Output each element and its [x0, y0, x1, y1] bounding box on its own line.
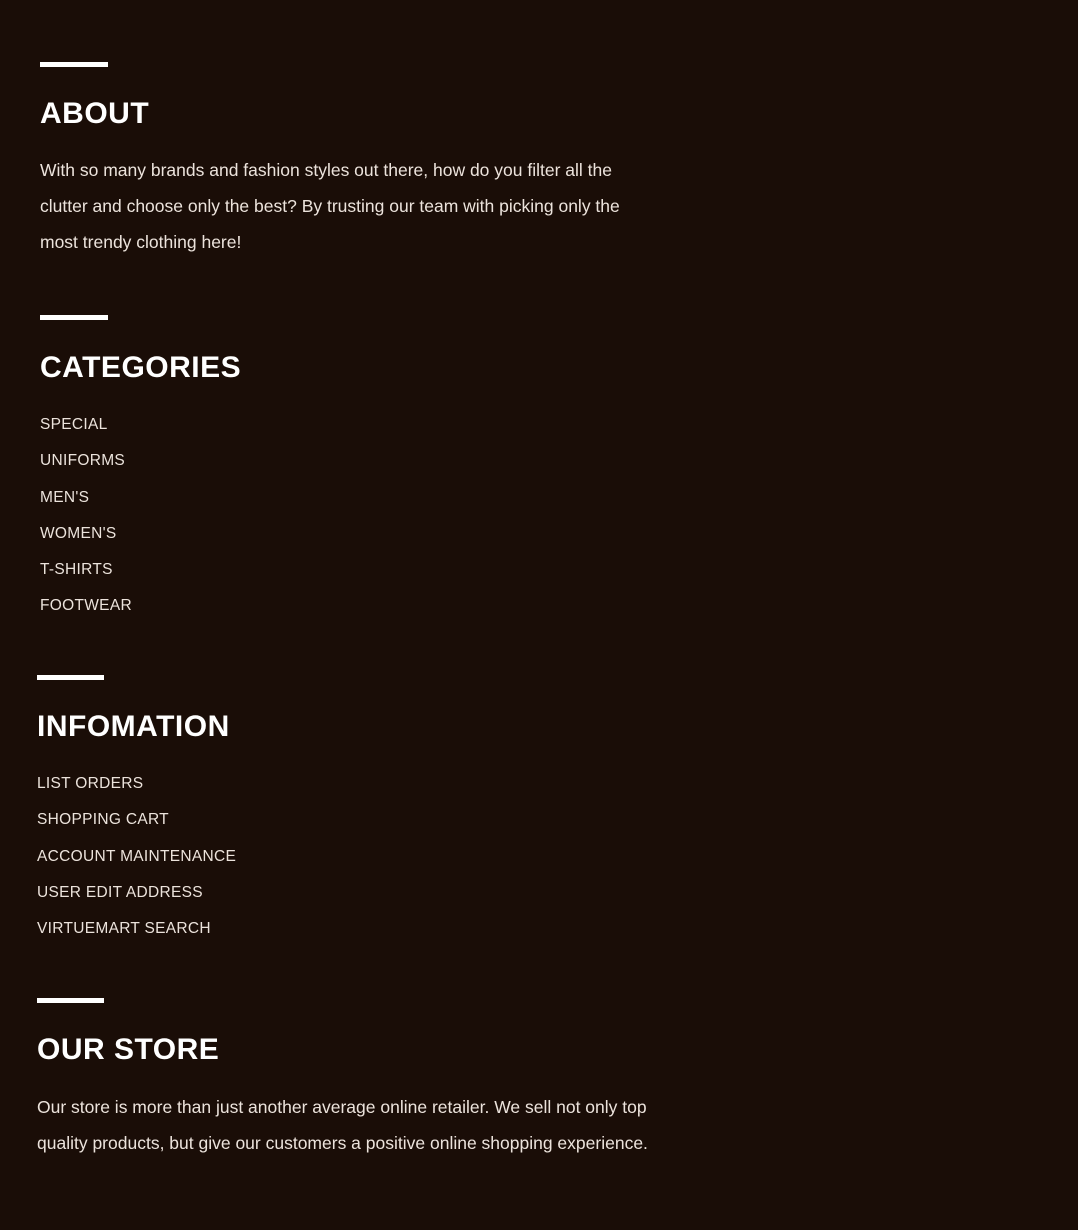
list-item: [40, 588, 660, 624]
list-item: [37, 766, 657, 802]
list-item: [40, 552, 660, 588]
section-divider-rule: [37, 998, 104, 1003]
about-heading: ABOUT: [40, 97, 150, 130]
information-link-list: [37, 766, 657, 947]
list-item: [40, 443, 660, 479]
category-link-special[interactable]: SPECIAL: [40, 416, 108, 433]
categories-heading: CATEGORIES: [40, 351, 242, 384]
footer-section-about: [40, 62, 660, 260]
list-item: [37, 802, 657, 838]
our-store-heading: OUR STORE: [37, 1033, 220, 1066]
info-link-list-orders[interactable]: LIST ORDERS: [37, 775, 144, 792]
list-item: [37, 911, 657, 947]
list-item: [37, 875, 657, 911]
category-link-footwear[interactable]: FOOTWEAR: [40, 597, 132, 615]
list-item: [40, 516, 660, 552]
info-link-virtuemart-search[interactable]: VIRTUEMART SEARCH: [37, 920, 211, 938]
list-item: [40, 407, 660, 443]
category-link-tshirts[interactable]: T-SHIRTS: [40, 561, 113, 579]
category-link-mens[interactable]: MEN'S: [40, 488, 90, 506]
info-link-account-maintenance[interactable]: ACCOUNT MAINTENANCE: [37, 847, 237, 865]
about-description: With so many brands and fashion styles out there, how do you filter all the clutter and choose only the best? By trusting our team with picking only the most trendy clothing here!: [40, 160, 620, 252]
footer-section-our-store: [37, 998, 677, 1161]
section-divider-rule: [37, 675, 104, 680]
footer-section-information: [37, 675, 657, 947]
section-divider-rule: [40, 315, 108, 320]
categories-link-list: [40, 407, 660, 625]
our-store-description: Our store is more than just another average online retailer. We sell not only top quality products, but give our customers a positive online shopping experience.: [37, 1097, 648, 1153]
category-link-uniforms[interactable]: UNIFORMS: [40, 452, 126, 470]
info-link-user-edit-address[interactable]: USER EDIT ADDRESS: [37, 883, 203, 901]
info-link-shopping-cart[interactable]: SHOPPING CART: [37, 811, 169, 829]
category-link-womens[interactable]: WOMEN'S: [40, 524, 117, 542]
list-item: [37, 839, 657, 875]
information-heading: INFOMATION: [37, 710, 230, 743]
section-divider-rule: [40, 62, 108, 67]
list-item: [40, 480, 660, 516]
footer-section-categories: [40, 315, 660, 625]
